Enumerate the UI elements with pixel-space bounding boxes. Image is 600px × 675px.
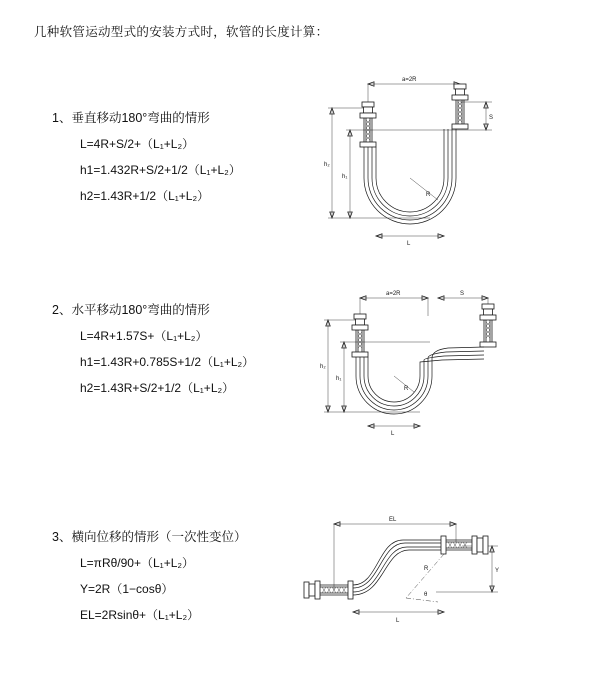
section-1-formula-1: L=4R+S/2+（L₁+L₂）	[80, 137, 195, 151]
figure-3-label-theta: θ	[424, 592, 428, 598]
figure-1-label-r: R	[426, 192, 431, 198]
figure-2-label-h2: h₂	[320, 364, 326, 370]
figure-2-label-l: L	[391, 431, 395, 437]
section-1-text	[52, 108, 312, 213]
figure-lateral-offset	[296, 502, 526, 642]
figure-2-label-s: S	[460, 291, 465, 297]
figure-1-drawing	[310, 68, 510, 258]
figure-vertical-180	[310, 68, 510, 258]
section-1-formula-3: h2=1.43R+1/2（L₁+L₂）	[80, 189, 210, 203]
figure-2-label-a: a=2R	[386, 291, 401, 297]
section-2-formula-3: h2=1.43R+S/2+1/2（L₁+L₂）	[80, 381, 235, 395]
figure-1-label-h2: h₂	[324, 162, 330, 168]
figure-3-label-l: L	[396, 618, 400, 624]
section-3-title: 3、横向位移的情形（一次性变位）	[52, 530, 247, 544]
section-3-formula-1: L=πRθ/90+（L₁+L₂）	[80, 556, 195, 570]
section-2-formula-1: L=4R+1.57S+（L₁+L₂）	[80, 329, 208, 343]
section-1-title: 1、垂直移动180°弯曲的情形	[52, 111, 210, 125]
figure-1-label-a: a=2R	[402, 77, 417, 83]
section-3-formula-2: Y=2R（1−cosθ）	[80, 582, 174, 596]
section-2-formula-2: h1=1.43R+0.785S+1/2（L₁+L₂）	[80, 355, 255, 369]
intro-text: 几种软管运动型式的安装方式时，软管的长度计算：	[34, 25, 329, 39]
section-2-title: 2、水平移动180°弯曲的情形	[52, 303, 210, 317]
figure-2-drawing	[310, 280, 520, 440]
section-3-text	[52, 527, 312, 632]
figure-1-label-s: S	[489, 115, 494, 121]
figure-3-label-el: EL	[389, 517, 397, 523]
section-1-formula-2: h1=1.432R+S/2+1/2（L₁+L₂）	[80, 163, 241, 177]
figure-2-label-h1: h₁	[336, 376, 342, 382]
figure-1-label-h1: h₁	[342, 174, 348, 180]
section-3-formula-3: EL=2Rsinθ+（L₁+L₂）	[80, 608, 200, 622]
figure-3-drawing	[296, 502, 526, 642]
figure-horizontal-180	[310, 280, 520, 440]
figure-1-label-l: L	[407, 241, 411, 247]
figure-2-label-r: R	[404, 386, 409, 392]
section-2-text	[52, 300, 312, 405]
figure-3-label-r: R	[424, 566, 429, 572]
figure-3-label-y: Y	[495, 568, 500, 574]
